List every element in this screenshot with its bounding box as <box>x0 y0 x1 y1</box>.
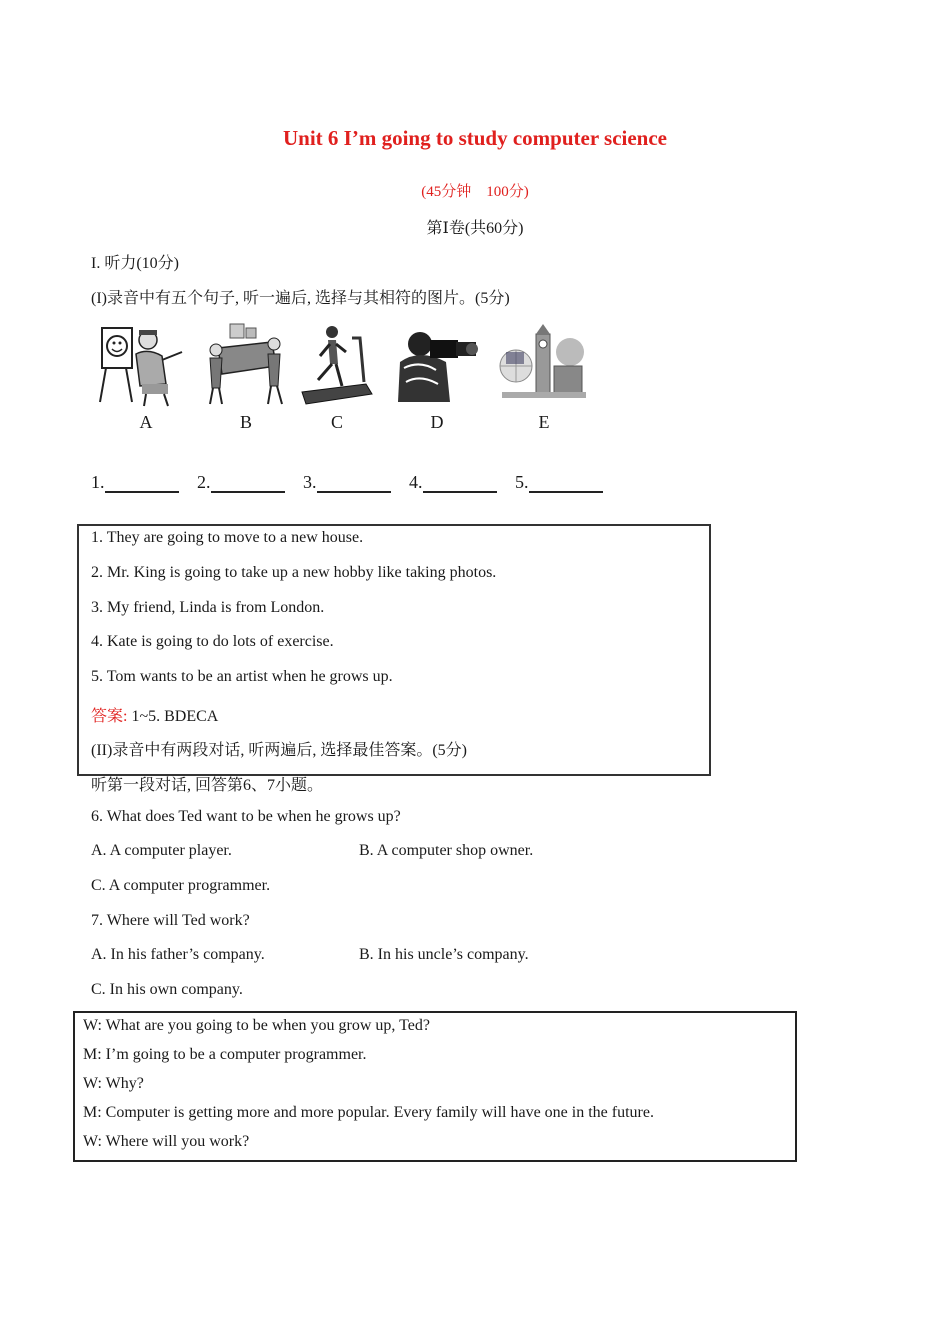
dialog-line: M: I’m going to be a computer programmer. <box>83 1046 367 1063</box>
q7-option-b[interactable]: B. In his uncle’s company. <box>359 946 529 963</box>
q6-option-a[interactable]: A. A computer player. <box>91 842 232 859</box>
q6-option-c[interactable]: C. A computer programmer. <box>91 877 271 894</box>
picture-label-c: C <box>330 412 343 432</box>
answer-blank[interactable]: 5. <box>515 472 603 493</box>
script-line: 4. Kate is going to do lots of exercise. <box>91 633 334 650</box>
q6-option-b[interactable]: B. A computer shop owner. <box>359 842 534 859</box>
question-7: 7. Where will Ted work? <box>91 912 250 929</box>
part1-instruction: (I)录音中有五个句子, 听一遍后, 选择与其相符的图片。(5分) <box>91 290 510 307</box>
dialog-line: M: Computer is getting more and more popular. Every family will have one in the future. <box>83 1104 654 1121</box>
answer-blank[interactable]: 1. <box>91 472 179 493</box>
answer-blank[interactable]: 3. <box>303 472 391 493</box>
picture-label-e: E <box>538 412 550 432</box>
picture-label-d: D <box>430 412 444 432</box>
dialog-line: W: What are you going to be when you grow up, Ted? <box>83 1017 430 1034</box>
movers-sofa-icon <box>200 322 292 408</box>
answer-blank[interactable]: 2. <box>197 472 285 493</box>
page-title: Unit 6 I’m going to study computer science <box>282 126 667 150</box>
q7-option-a[interactable]: A. In his father’s company. <box>91 946 265 963</box>
answer-value: 1~5. BDECA <box>127 708 219 725</box>
script-line: 3. My friend, Linda is from London. <box>91 599 325 616</box>
part1-sub2-instruction: (II)录音中有两段对话, 听两遍后, 选择最佳答案。(5分) <box>91 742 467 759</box>
photographer-camera-icon <box>390 322 482 408</box>
answer-key <box>91 703 218 726</box>
script-line: 5. Tom wants to be an artist when he grows up. <box>91 668 393 685</box>
dialog1-intro: 听第一段对话, 回答第6、7小题。 <box>91 777 324 794</box>
dialog-line: W: Where will you work? <box>83 1133 250 1150</box>
dialog-script-box <box>73 1011 797 1162</box>
script-line: 1. They are going to move to a new house. <box>91 529 364 546</box>
dialog-line: W: Why? <box>83 1075 144 1092</box>
answer-label: 答案: <box>91 708 128 725</box>
part1-heading: I. 听力(10分) <box>91 255 179 272</box>
picture-label-a: A <box>139 412 153 432</box>
script-line: 2. Mr. King is going to take up a new hobby like taking photos. <box>91 564 497 581</box>
answer-blank[interactable]: 4. <box>409 472 497 493</box>
q7-option-c[interactable]: C. In his own company. <box>91 981 243 998</box>
time-score-info: (45分钟 100分) <box>421 184 529 200</box>
artist-painting-icon <box>96 322 188 408</box>
question-6: 6. What does Ted want to be when he grows up? <box>91 808 401 825</box>
london-landmarks-icon <box>498 322 590 408</box>
section-title: 第Ⅰ卷(共60分) <box>426 220 524 237</box>
picture-label-b: B <box>239 412 252 432</box>
answer-blanks <box>91 472 617 493</box>
treadmill-runner-icon <box>296 322 388 408</box>
